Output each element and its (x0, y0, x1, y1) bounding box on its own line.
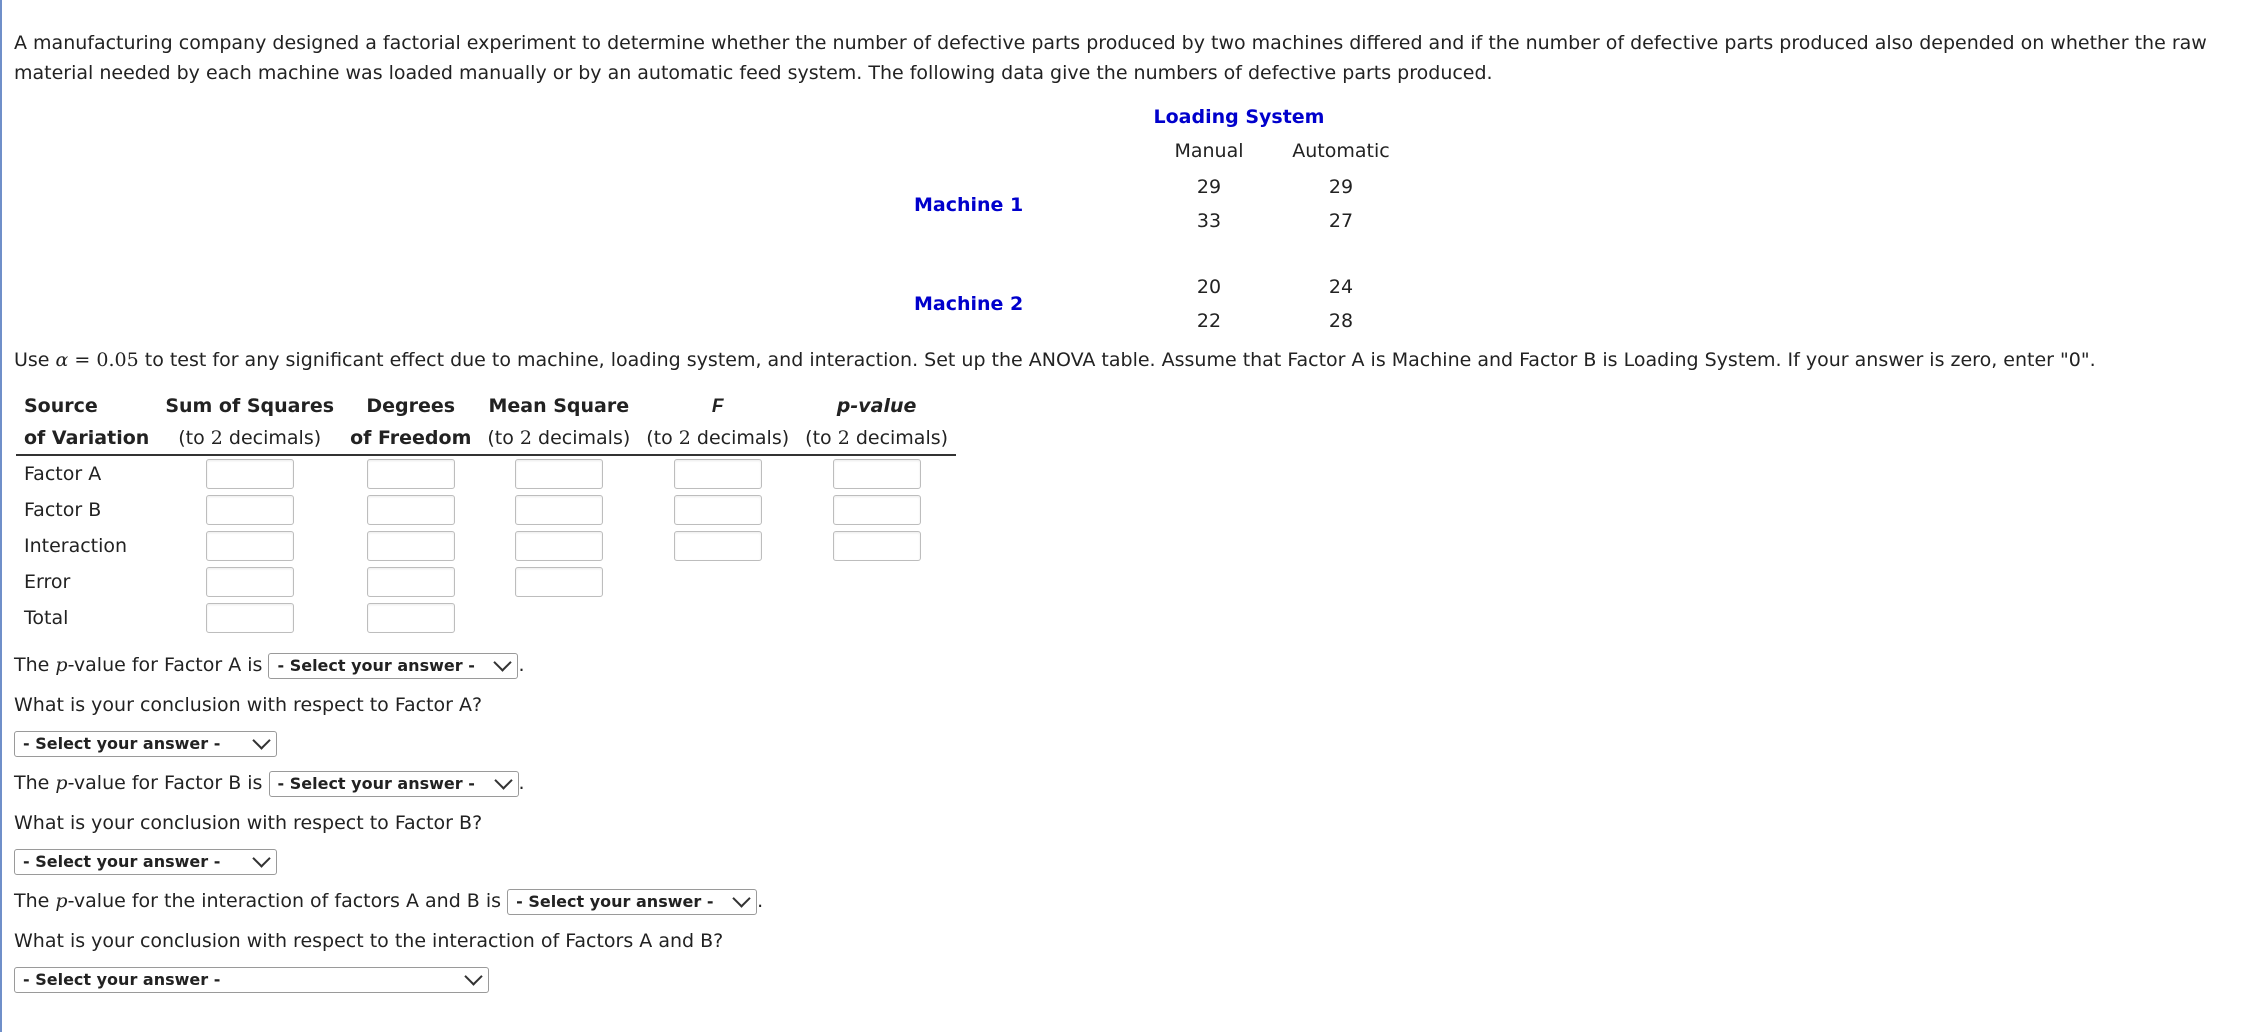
equals-sign: = (68, 349, 97, 371)
conclusion-factor-b-select[interactable] (14, 849, 277, 875)
row-machine-2: Machine 2 (914, 293, 1024, 315)
data-cell: 33 (1196, 210, 1222, 232)
factor-b-p-input[interactable] (833, 495, 921, 525)
factor-a-f-input[interactable] (674, 459, 762, 489)
row-label-interaction: Interaction (24, 535, 128, 557)
data-cell: 22 (1196, 310, 1222, 332)
decimals-prefix: (to (487, 427, 520, 449)
row-label-error: Error (24, 571, 71, 593)
p-value-interaction-select[interactable] (507, 889, 757, 915)
factor-b-df-input[interactable] (367, 495, 455, 525)
defect-data-table (914, 104, 1390, 344)
interaction-f-input[interactable] (674, 531, 762, 561)
decimals-suffix: decimals) (532, 427, 631, 449)
factor-b-f-input[interactable] (674, 495, 762, 525)
select-placeholder: - Select your answer - (516, 891, 714, 911)
chevron-down-icon (494, 771, 512, 789)
select-placeholder: - Select your answer - (23, 851, 221, 871)
p-symbol: p (55, 654, 68, 676)
p-value-factor-b-select[interactable] (269, 771, 519, 797)
instruction-post: to test for any significant effect due to machine, loading system, and interaction. Set up the ANOVA table. Assume that Factor A is Machine and Factor B is Loading System. If your answer is zero, enter "0". (138, 349, 2096, 371)
row-label-factor-b: Factor B (24, 499, 102, 521)
decimals-suffix: decimals) (690, 427, 790, 449)
conclusion-factor-a-question: What is your conclusion with respect to Factor A? (14, 694, 483, 716)
decimals-prefix: (to (178, 427, 211, 449)
header-ss-decimals (157, 422, 342, 455)
header-ms-decimals (479, 422, 638, 455)
row-machine-1: Machine 1 (914, 194, 1024, 216)
header-f (638, 390, 797, 422)
question-text: The (14, 654, 56, 676)
anova-table (16, 390, 956, 636)
period: . (518, 772, 525, 794)
conclusion-factor-b-row (14, 846, 2250, 876)
total-ss-input[interactable] (206, 603, 294, 633)
intro-paragraph: A manufacturing company designed a factorial experiment to determine whether the number of defective parts produced by two machines differed and if the number of defective parts produced also depended on whether the raw material needed by each machine was loaded manually or by an automatic feed system. The following data give the numbers of defective parts produced. (14, 32, 2207, 84)
factor-a-df-input[interactable] (367, 459, 455, 489)
header-p-value (797, 390, 956, 422)
factor-b-ms-input[interactable] (515, 495, 603, 525)
data-cell: 29 (1328, 176, 1354, 198)
chevron-down-icon (464, 967, 482, 985)
column-manual: Manual (1174, 140, 1244, 162)
interaction-df-input[interactable] (367, 531, 455, 561)
data-cell: 27 (1328, 210, 1354, 232)
p-value-factor-b-question (14, 768, 2250, 798)
error-df-input[interactable] (367, 567, 455, 597)
conclusion-interaction-select[interactable] (14, 967, 489, 993)
decimals-prefix: (to (805, 427, 838, 449)
period: . (757, 890, 764, 912)
p-value-factor-a-question (14, 650, 2250, 680)
header-p-decimals (797, 422, 956, 455)
header-f-decimals (638, 422, 797, 455)
header-source: Source (24, 395, 98, 417)
row-label-total: Total (24, 607, 69, 629)
select-placeholder: - Select your answer - (23, 733, 221, 753)
table-row (16, 564, 956, 600)
decimals-suffix: decimals) (849, 427, 949, 449)
column-automatic: Automatic (1292, 140, 1390, 162)
alpha-value: 0.05 (96, 349, 139, 371)
p-symbol: p (55, 772, 68, 794)
select-placeholder: - Select your answer - (277, 655, 475, 675)
factor-b-ss-input[interactable] (206, 495, 294, 525)
data-cell: 28 (1328, 310, 1354, 332)
data-cell: 20 (1196, 276, 1222, 298)
p-value-interaction-question (14, 886, 2250, 916)
interaction-ss-input[interactable] (206, 531, 294, 561)
conclusion-factor-a-row (14, 728, 2250, 758)
p-value-factor-a-select[interactable] (268, 653, 518, 679)
header-f-text: F (711, 395, 724, 417)
chevron-down-icon (494, 653, 512, 671)
alpha-symbol: α (55, 349, 69, 371)
decimals-suffix: decimals) (222, 427, 322, 449)
select-placeholder: - Select your answer - (277, 773, 475, 793)
factor-a-ss-input[interactable] (206, 459, 294, 489)
chevron-down-icon (732, 889, 750, 907)
question-text: The (14, 772, 56, 794)
conclusion-interaction-row (14, 964, 2250, 994)
factor-a-p-input[interactable] (833, 459, 921, 489)
table-row (16, 528, 956, 564)
period: . (518, 654, 525, 676)
conclusion-interaction-question: What is your conclusion with respect to the interaction of Factors A and B? (14, 930, 724, 952)
decimals-number: 2 (678, 427, 691, 449)
header-of-freedom: of Freedom (342, 422, 479, 455)
decimals-number: 2 (837, 427, 850, 449)
error-ss-input[interactable] (206, 567, 294, 597)
chevron-down-icon (252, 731, 270, 749)
interaction-p-input[interactable] (833, 531, 921, 561)
question-text: -value for Factor A is (67, 654, 263, 676)
table-row (16, 600, 956, 636)
row-label-factor-a: Factor A (24, 463, 102, 485)
left-border (0, 0, 2, 1032)
total-df-input[interactable] (367, 603, 455, 633)
header-degrees: Degrees (366, 395, 456, 417)
question-text: The (14, 890, 56, 912)
data-cell: 24 (1328, 276, 1354, 298)
header-mean-square: Mean Square (488, 395, 630, 417)
factor-a-ms-input[interactable] (515, 459, 603, 489)
decimals-number: 2 (519, 427, 532, 449)
header-of-variation: of Variation (16, 422, 157, 455)
chevron-down-icon (252, 849, 270, 867)
table-row (16, 492, 956, 528)
instruction-pre: Use (14, 349, 56, 371)
question-content (14, 0, 2250, 989)
data-cell: 29 (1196, 176, 1222, 198)
select-placeholder: - Select your answer - (23, 969, 221, 989)
loading-system-header: Loading System (1153, 106, 1325, 128)
interaction-ms-input[interactable] (515, 531, 603, 561)
conclusion-factor-a-select[interactable] (14, 731, 277, 757)
conclusion-factor-b-question: What is your conclusion with respect to Factor B? (14, 812, 483, 834)
question-text: -value for Factor B is (67, 772, 263, 794)
table-row (16, 455, 956, 492)
header-p-value-text: p-value (836, 395, 917, 417)
p-symbol: p (55, 890, 68, 912)
decimals-prefix: (to (646, 427, 679, 449)
question-text: -value for the interaction of factors A and B is (67, 890, 502, 912)
error-ms-input[interactable] (515, 567, 603, 597)
instruction-text (14, 345, 2250, 375)
decimals-number: 2 (210, 427, 223, 449)
header-sum-of-squares: Sum of Squares (165, 395, 335, 417)
